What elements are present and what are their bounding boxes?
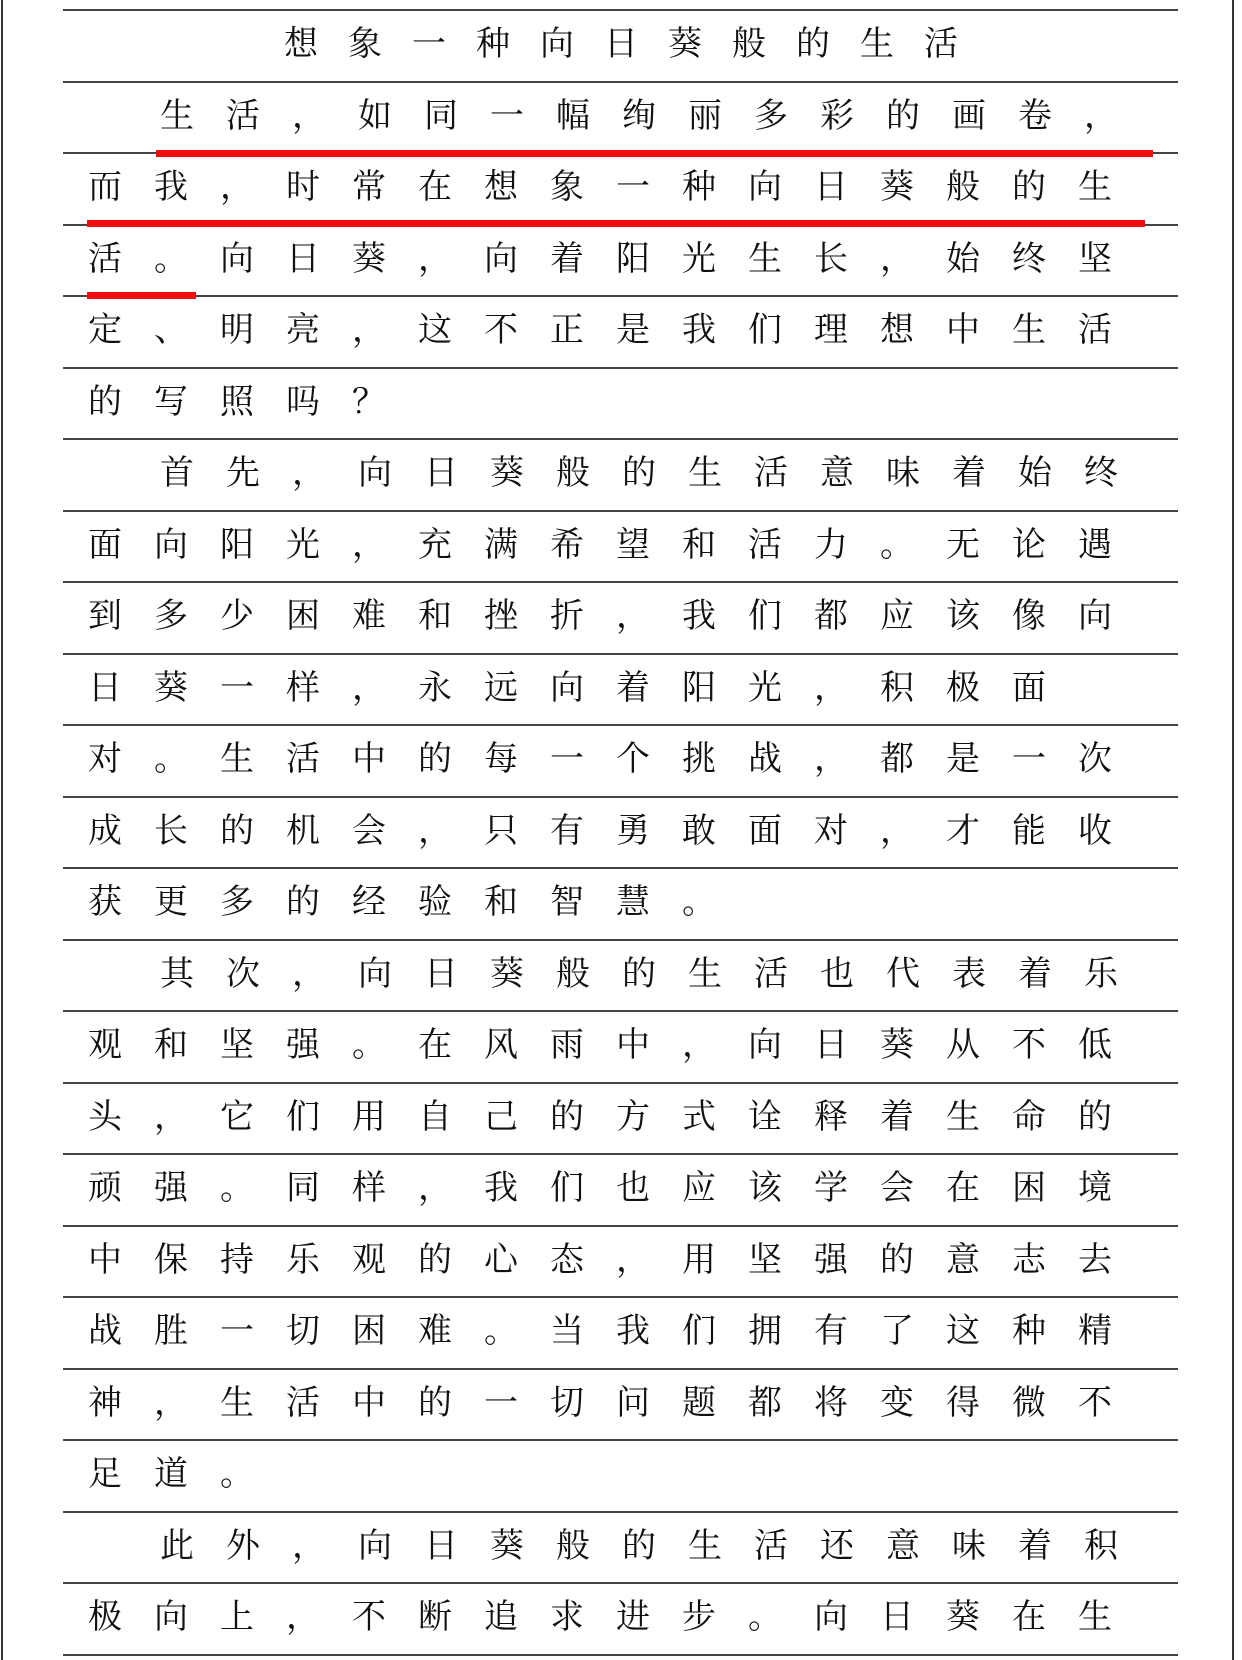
red-underline — [87, 292, 196, 299]
essay-line: 面向阳光，充满希望和活力。无论遇 — [88, 524, 1144, 565]
red-underline — [156, 150, 1153, 157]
essay-line: 此外，向日葵般的生活还意味着积 — [160, 1525, 1150, 1566]
essay-line: 活。向日葵，向着阳光生长，始终坚 — [88, 238, 1144, 279]
essay-line: 足道。 — [88, 1454, 286, 1494]
essay-line: 生活，如同一幅绚丽多彩的画卷， — [160, 95, 1150, 136]
essay-title: 想象一种向日葵般的生活 — [284, 24, 988, 64]
ruled-line — [63, 1654, 1178, 1656]
essay-line: 获更多的经验和智慧。 — [88, 882, 748, 922]
essay-line: 战胜一切困难。当我们拥有了这种精 — [88, 1311, 1144, 1351]
essay-line: 对。生活中的每一个挑战，都是一次 — [88, 739, 1144, 779]
ruled-line — [63, 9, 1178, 11]
essay-line: 中保持乐观的心态，用坚强的意志去 — [88, 1239, 1144, 1280]
essay-line: 的写照吗？ — [88, 381, 418, 422]
essay-line: 观和坚强。在风雨中，向日葵从不低 — [88, 1025, 1144, 1065]
essay-line: 其次，向日葵般的生活也代表着乐 — [160, 953, 1150, 994]
essay-line: 首先，向日葵般的生活意味着始终 — [160, 453, 1150, 493]
essay-line: 顽强。同样，我们也应该学会在困境 — [88, 1168, 1144, 1208]
essay-line: 头，它们用自己的方式诠释着生命的 — [88, 1096, 1144, 1137]
essay-line: 而我，时常在想象一种向日葵般的生 — [88, 167, 1144, 207]
page-right-border — [1232, 0, 1234, 1660]
essay-line: 极向上，不断追求进步。向日葵在生 — [88, 1597, 1144, 1637]
essay-line: 成长的机会，只有勇敢面对，才能收 — [88, 810, 1144, 851]
essay-line: 神，生活中的一切问题都将变得微不 — [88, 1382, 1144, 1423]
page-left-border — [1, 0, 3, 1660]
red-underline — [87, 220, 1145, 227]
essay-line: 到多少困难和挫折，我们都应该像向 — [88, 596, 1144, 636]
essay-line: 日葵一样，永远向着阳光，积极面 — [88, 667, 1078, 708]
essay-line: 定、明亮，这不正是我们理想中生活 — [88, 310, 1144, 350]
